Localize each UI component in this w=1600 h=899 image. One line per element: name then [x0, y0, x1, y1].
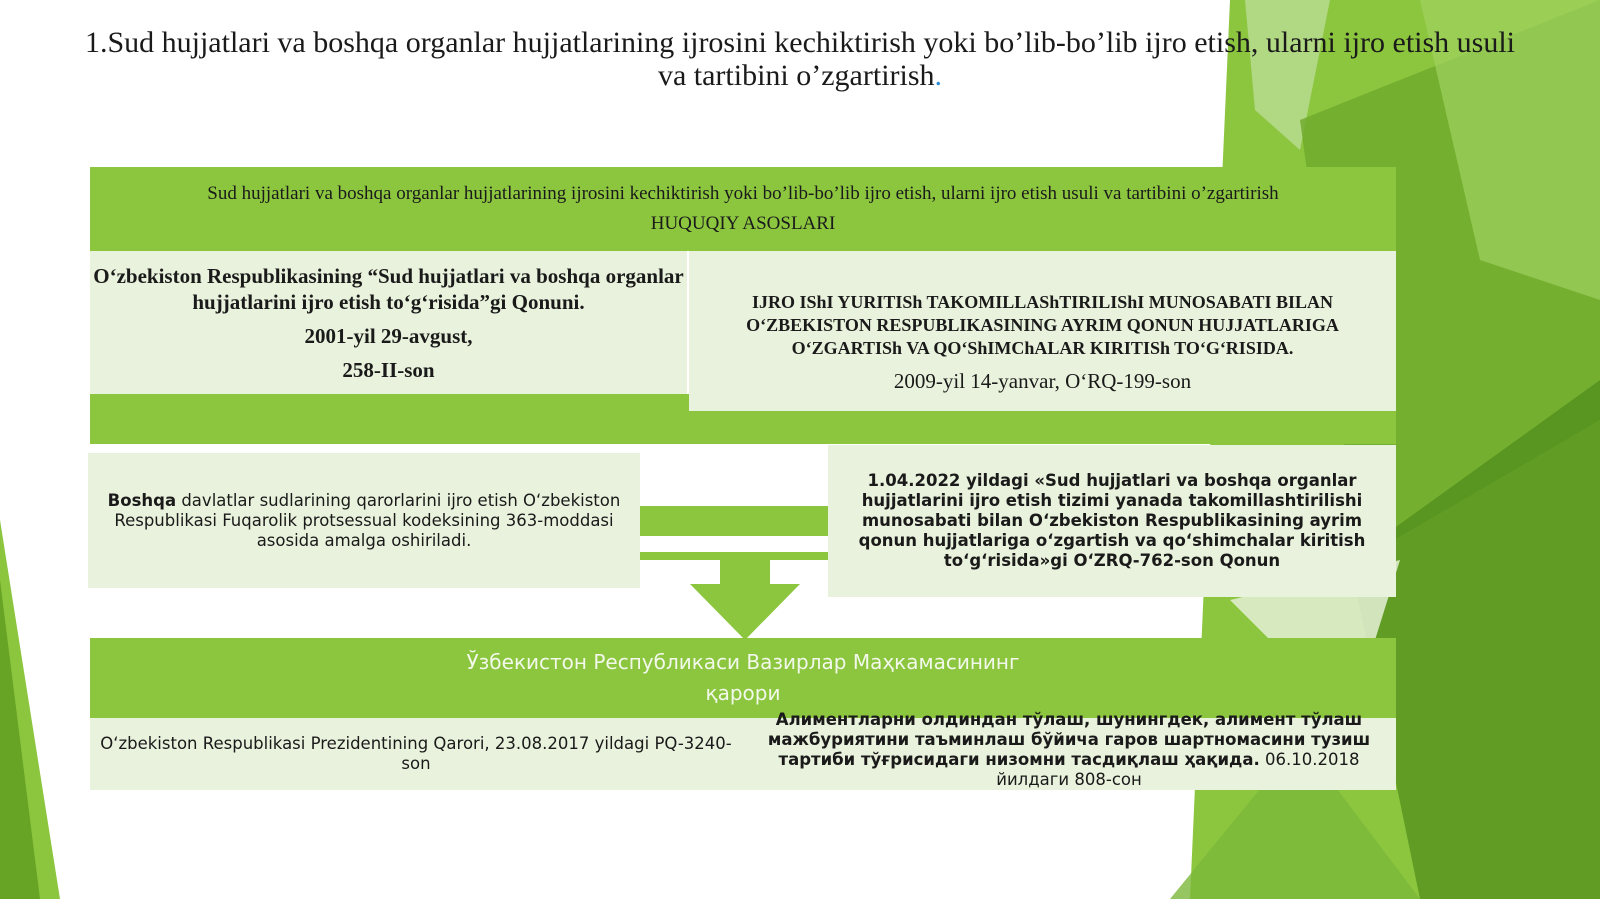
header-line-1: Sud hujjatlari va boshqa organlar hujjatlarining ijrosini kechiktirish yoki bo’lib-bo’lib ijro etish, ularni ijro etish usuli va tartibini o’zgartirish: [207, 183, 1279, 204]
connector-band-left: [90, 394, 690, 444]
legal-basis-header: [90, 167, 1396, 251]
alimony-resolution: Алиментларни олдиндан тўлаш, шунингдек, алимент тўлаш мажбуриятини таъминлаш бўйича гаров шартномасини тузиш тартиби тўғрисидаги низомни тасдиқлаш ҳақида. 06.10.2018 йилдаги 808-сон: [767, 710, 1371, 789]
law-2001-number: 258-II-son: [342, 357, 435, 382]
header-line-2: HUQUQIY ASOSLARI: [650, 213, 836, 234]
law-2001-box: [90, 251, 687, 394]
law-2022-text: 1.04.2022 yildagi «Sud hujjatlari va boshqa organlar hujjatlarini ijro etish tizimi yanada takomillashtirilishi munosabati bilan O‘zbekiston Respublikasining ayrim qonun hujjatlariga o‘zgartish va qo‘shimchalar kiritish to‘g‘risida»gi O‘ZRQ-762-son Qonun: [858, 471, 1366, 570]
law-2009-date: 2009-yil 14-yanvar, O‘RQ-199-son: [893, 368, 1192, 393]
cabinet-header-line-1: Ўзбекистон Республикаси Вазирлар Маҳкамасининг: [466, 650, 1020, 674]
slide-title: 1.Sud hujjatlari va boshqa organlar hujjatlarining ijrosini kechiktirish yoki bo’lib-bo’lib ijro etish, ularni ijro etish usuli va tartibini o’zgartirish.: [84, 26, 1516, 92]
law-2009-box: [689, 251, 1396, 411]
presidential-decree: O‘zbekiston Respublikasi Prezidentining Qarori, 23.08.2017 yildagi PQ-3240-son: [100, 734, 732, 773]
law-2001-date: 2001-yil 29-avgust,: [304, 323, 473, 348]
civil-procedure-box: [88, 453, 640, 588]
mid-connector: [640, 506, 830, 536]
cabinet-header-line-2: қарори: [705, 681, 781, 705]
law-2001-name: O‘zbekiston Respublikasining “Sud hujjatlari va boshqa organlar hujjatlarini ijro etish to‘g‘risida”gi Qonuni.: [93, 263, 684, 314]
law-2009-name: IJRO IShI YURITISh TAKOMILLAShTIRILIShI MUNOSABATI BILAN O‘ZBEKISTON RESPUBLIKASINING AYRIM QONUN HUJJATLARIGA O‘ZGARTISh VA QO‘ShIMChALAR KIRITISh TO‘G‘RISIDA.: [746, 291, 1339, 358]
cabinet-resolution-header: [90, 638, 1396, 718]
civil-procedure-text: Boshqa davlatlar sudlarining qarorlarini ijro etish O‘zbekiston Respublikasi Fuqarolik protsessual kodeksining 363-moddasi asosida amalga oshiriladi.: [107, 490, 621, 550]
mid-connector-2: [640, 552, 830, 560]
down-arrow: [690, 560, 800, 640]
law-2022-box: [828, 445, 1396, 597]
